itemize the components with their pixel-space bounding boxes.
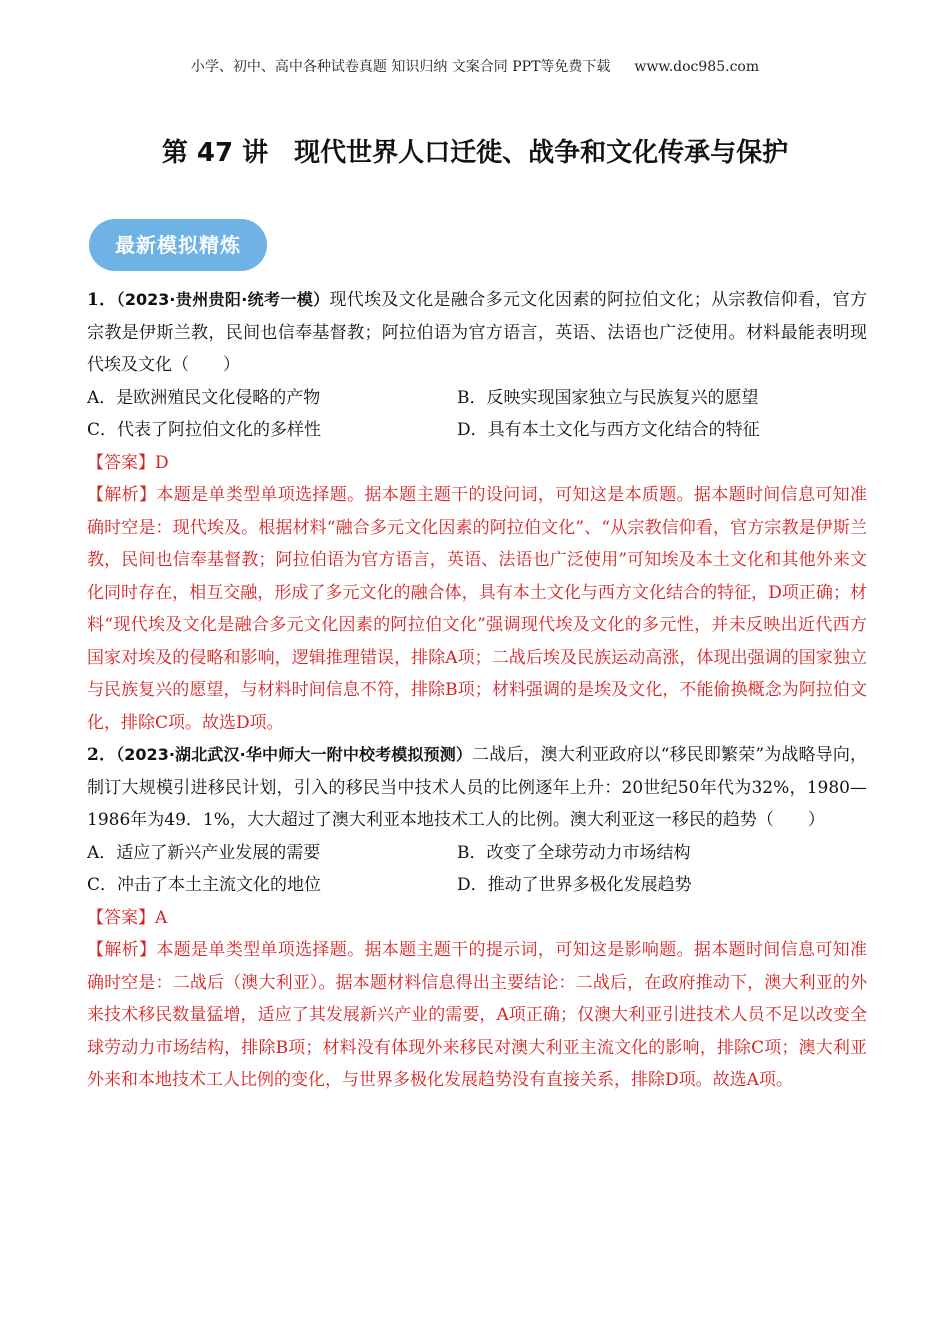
option-a: A．适应了新兴产业发展的需要 [87, 842, 321, 863]
analysis: 【解析】本题是单类型单项选择题。据本题主题干的设问词，可知这是本质题。据本题时间信息可知准确时空是：现代埃及。根据材料“融合多元文化因素的阿拉伯文化”、“从宗教信仰看，官方宗教是伊斯兰教，民间也信奉基督教；阿拉伯语为官方语言，英语、法语也广泛使用”可知埃及本土文化和其他外来文化同时存在，相互交融，形成了多元文化的融合体，具有本土文化与西方文化结合的特征，D项正确；材料“现代埃及文化是融合多元文化因素的阿拉伯文化”强调现代埃及文化的多元性，并未反映出近代西方国家对埃及的侵略和影响，逻辑推理错误，排除A项；二战后埃及民族运动高涨，体现出强调的国家独立与民族复兴的愿望，与材料时间信息不符，排除B项；材料强调的是埃及文化，不能偷换概念为阿拉伯文化，排除C项。故选D项。 [87, 485, 867, 733]
question-number: 1． [87, 290, 117, 310]
question-1 [87, 284, 867, 739]
question-source: （2023·湖北武汉·华中师大一附中校考模拟预测） [116, 745, 473, 764]
option-list [87, 382, 867, 447]
answer: 【答案】A [87, 907, 168, 928]
page-title: 第 47 讲 现代世界人口迁徙、战争和文化传承与保护 [161, 138, 789, 168]
option-list [87, 837, 867, 902]
header-text: 小学、初中、高中各种试卷真题 知识归纳 文案合同 PPT等免费下载 [190, 59, 611, 75]
option-b: B．改变了全球劳动力市场结构 [457, 842, 691, 863]
option-b: B．反映实现国家独立与民族复兴的愿望 [457, 387, 759, 408]
analysis: 【解析】本题是单类型单项选择题。据本题主题干的提示词，可知这是影响题。据本题时间信息可知准确时空是：二战后（澳大利亚）。据本题材料信息得出主要结论：二战后，在政府推动下，澳大利亚的外来技术移民数量猛增，适应了其发展新兴产业的需要，A项正确；仅澳大利亚引进技术人员不足以改变全球劳动力市场结构，排除B项；材料没有体现外来移民对澳大利亚主流文化的影响，排除C项；澳大利亚外来和本地技术工人比例的变化，与世界多极化发展趋势没有直接关系，排除D项。故选A项。 [87, 940, 867, 1090]
question-2 [87, 739, 867, 1097]
question-stem [87, 284, 867, 382]
question-number: 2． [87, 745, 117, 765]
option-d: D．推动了世界多极化发展趋势 [457, 875, 692, 895]
question-text: 现代埃及文化是融合多元文化因素的阿拉伯文化；从宗教信仰看，官方宗教是伊斯兰教，民间也信奉基督教；阿拉伯语为官方语言，英语、法语也广泛使用。材料最能表明现代埃及文化（ ） [87, 290, 867, 375]
option-c: C．冲击了本土主流文化的地位 [87, 875, 322, 895]
page-header [0, 56, 950, 76]
question-list [87, 284, 867, 1097]
header-url[interactable]: www.doc985.com [634, 59, 760, 75]
section-label: 最新模拟精炼 [89, 219, 267, 271]
question-source: （2023·贵州贵阳·统考一模） [116, 290, 330, 309]
option-c: C．代表了阿拉伯文化的多样性 [87, 420, 322, 440]
option-d: D．具有本土文化与西方文化结合的特征 [457, 420, 760, 440]
option-a: A．是欧洲殖民文化侵略的产物 [87, 387, 321, 408]
answer: 【答案】D [87, 452, 169, 473]
question-text: 二战后，澳大利亚政府以“移民即繁荣”为战略导向，制订大规模引进移民计划，引入的移民当中技术人员的比例逐年上升：20世纪50年代为32%，1980—1986年为49．1%，大大超过了澳大利亚本地技术工人的比例。澳大利亚这一移民的趋势（ ） [87, 745, 867, 830]
question-stem [87, 739, 867, 837]
